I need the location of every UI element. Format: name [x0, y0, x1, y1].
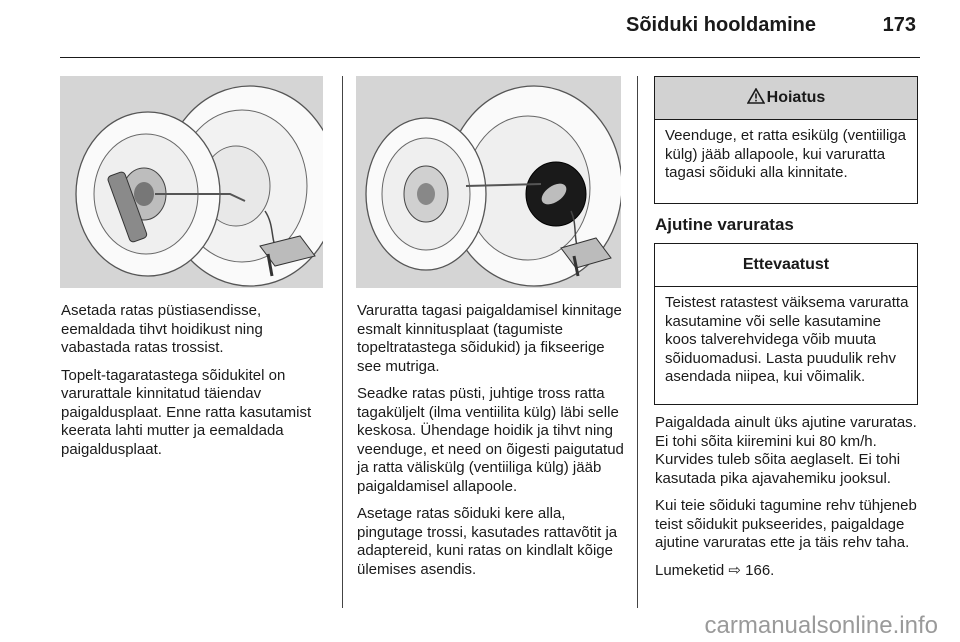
page-number: 173 — [882, 14, 916, 36]
column-divider-1 — [342, 76, 343, 608]
caution-body: Teistest ratastest väiksema varuratta kasutamine või selle kasutamine koos talverehvidega võib muuta sõiduomadusi. Lasta puudulik rehv asendada niipea, kui võimalik. — [665, 294, 909, 385]
warning-header — [655, 77, 917, 120]
column-divider-2 — [637, 76, 638, 608]
column-2-text — [357, 302, 627, 588]
column-3-text — [655, 414, 925, 589]
page-header-title: Sõiduki hooldamine — [625, 14, 816, 36]
reference-prefix: Lumeketid — [655, 561, 725, 579]
paragraph: Asetada ratas püstiasendisse, eemaldada tihvt hoidikust ning vabastada ratas trossist. — [61, 302, 263, 356]
spare-wheel-reinstall-illustration — [356, 76, 621, 288]
caution-box — [654, 243, 918, 405]
illustration-wheel-release — [60, 76, 323, 288]
paragraph: Asetage ratas sõiduki kere alla, pingutage trossi, kasutades rattavõtit ja adaptereid, kuni ratas on kindlalt kõige ülemises asendis. — [357, 505, 618, 578]
warning-triangle-icon — [747, 88, 765, 109]
column-1-text — [61, 302, 331, 468]
watermark: carmanualsonline.info — [704, 612, 938, 639]
paragraph: Paigaldada ainult üks ajutine varuratas. Ei tohi sõita kiiremini kui 80 km/h. Kurvides tuleb sõita aeglaselt. Ei tohi kasutada pika ajavahemiku jooksul. — [655, 414, 917, 487]
paragraph: Topelt-tagaratastega sõidukitel on varurattale kinnitatud täiendav paigaldusplaat. Enne ratta kasutamist keerata lahti mutter ja eemaldada paigaldusplaat. — [61, 366, 312, 458]
reference-arrow-icon: ⇨ — [728, 561, 741, 579]
section-heading: Ajutine varuratas — [655, 215, 794, 234]
cross-reference — [655, 562, 925, 581]
header-divider — [60, 57, 920, 58]
warning-title: Hoiatus — [766, 89, 826, 106]
caution-title: Ettevaatust — [655, 244, 917, 287]
warning-box — [654, 76, 918, 204]
paragraph: Varuratta tagasi paigaldamisel kinnitage esmalt kinnitusplaat (tagumiste topeltratastega sõidukid) ja fikseerige see mutriga. — [357, 302, 622, 375]
warning-body: Veenduge, et ratta esikülg (ventiiliga külg) jääb allapoole, kui varuratta tagasi sõiduki alla kinnitate. — [665, 127, 906, 181]
illustration-wheel-reinstall — [356, 76, 621, 288]
spare-wheel-release-illustration — [60, 76, 323, 288]
paragraph: Seadke ratas püsti, juhtige tross ratta tagaküljelt (ilma ventiilita külg) läbi selle keskosa. Ühendage hoidik ja tihvt ning veenduge, et need on õigesti paigutatud ja ratta väliskülg (ventiiliga külg) jääb paigaldamisel allapoole. — [357, 385, 624, 495]
reference-page-link[interactable]: 166. — [745, 561, 775, 579]
paragraph: Kui teie sõiduki tagumine rehv tühjeneb teist sõidukit pukseerides, paigaldage ajutine varuratas ette ja täis rehv taha. — [655, 497, 917, 551]
